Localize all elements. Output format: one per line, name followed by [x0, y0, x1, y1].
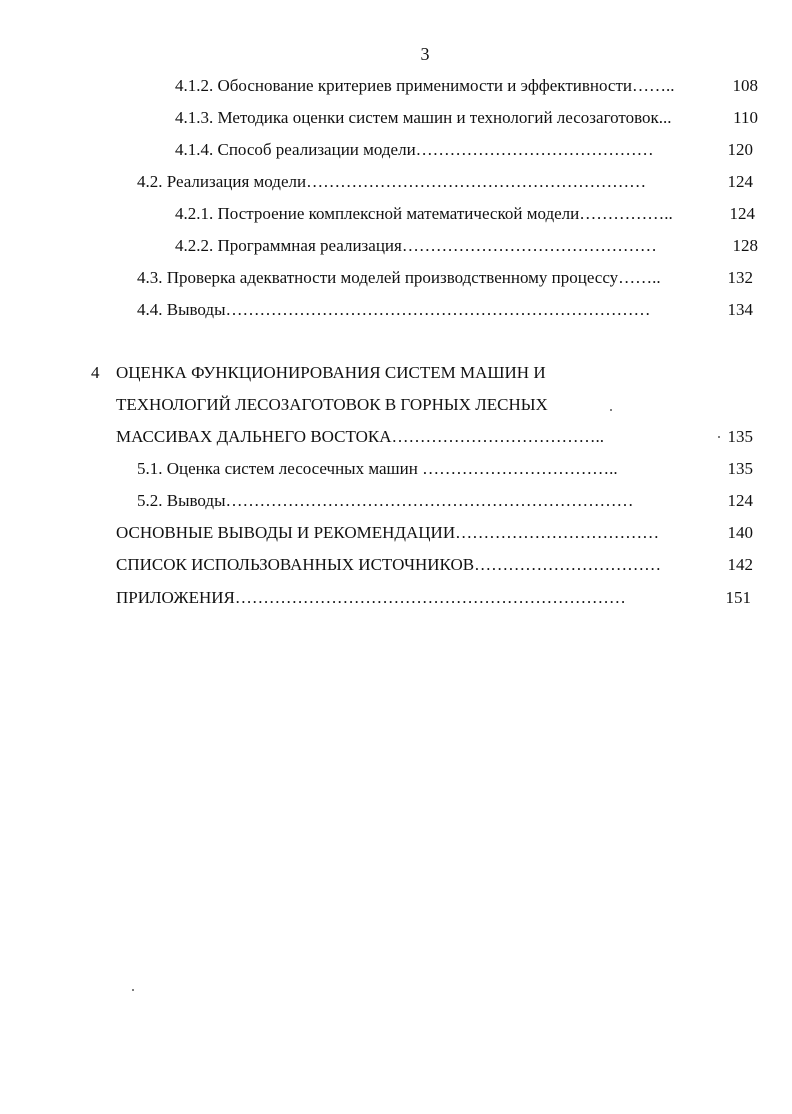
- chapter-title-line-3: МАССИВАХ ДАЛЬНЕГО ВОСТОКА………………………………..: [116, 427, 605, 446]
- toc-entry-page: 134: [727, 300, 753, 319]
- toc-entry: [116, 587, 626, 609]
- toc-entry-label: 4.1.3. Методика оценки систем машин и технологий лесозаготовок...: [175, 108, 672, 127]
- toc-entry-label: ОСНОВНЫЕ ВЫВОДЫ И РЕКОМЕНДАЦИИ………………………………: [116, 523, 660, 542]
- chapter-page: 135: [727, 427, 753, 446]
- toc-entry: [137, 490, 634, 512]
- chapter-title-line-2: ТЕХНОЛОГИЙ ЛЕСОЗАГОТОВОК В ГОРНЫХ ЛЕСНЫХ: [116, 395, 548, 414]
- toc-entry: [175, 203, 673, 225]
- toc-entry: [137, 299, 651, 321]
- toc-entry-page: 120: [727, 140, 753, 159]
- toc-entry-page: 151: [725, 588, 751, 607]
- toc-entry-page: 124: [727, 172, 753, 191]
- toc-entry-label: 4.2.2. Программная реализация………………………………………: [175, 236, 657, 255]
- page-number: 3: [420, 44, 430, 64]
- toc-entry-label: 4.2.1. Построение комплексной математической модели……………..: [175, 204, 673, 223]
- toc-entry-label: 4.3. Проверка адекватности моделей производственному процессу……..: [137, 268, 661, 287]
- toc-entry-page: 140: [727, 523, 753, 542]
- toc-entry-label: 4.2. Реализация модели……………………………………………………: [137, 172, 647, 191]
- toc-entry: [116, 522, 659, 544]
- scan-speck: [718, 436, 720, 438]
- toc-entry-page: 110: [733, 108, 758, 127]
- toc-entry-page: 124: [729, 204, 755, 223]
- toc-entry: [116, 554, 661, 576]
- toc-entry: [137, 267, 661, 289]
- toc-entry: [137, 171, 646, 193]
- toc-entry: [175, 75, 674, 97]
- toc-entry: [175, 107, 672, 129]
- toc-entry-label: ПРИЛОЖЕНИЯ……………………………………………………………: [116, 588, 626, 607]
- toc-entry-label: 4.4. Выводы…………………………………………………………………: [137, 300, 651, 319]
- toc-entry-page: 132: [727, 268, 753, 287]
- toc-entry-page: 124: [727, 491, 753, 510]
- toc-entry: [175, 235, 657, 257]
- toc-entry-label: 5.1. Оценка систем лесосечных машин ……………………………..: [137, 459, 618, 478]
- toc-entry-page: 128: [732, 236, 758, 255]
- toc-entry: [137, 458, 618, 480]
- toc-entry: [175, 139, 654, 161]
- toc-entry-page: 142: [727, 555, 753, 574]
- toc-entry-label: 5.2. Выводы………………………………………………………………: [137, 491, 634, 510]
- scan-speck: [132, 989, 134, 991]
- chapter-number: 4: [91, 363, 100, 382]
- toc-entry-label: 4.1.2. Обоснование критериев применимости и эффективности……..: [175, 76, 675, 95]
- toc-entry-label: 4.1.4. Способ реализации модели……………………………………: [175, 140, 654, 159]
- toc-entry-page: 135: [727, 459, 753, 478]
- toc-entry-page: 108: [732, 76, 758, 95]
- chapter-title-line-1: ОЦЕНКА ФУНКЦИОНИРОВАНИЯ СИСТЕМ МАШИН И: [116, 363, 546, 382]
- toc-entry-label: СПИСОК ИСПОЛЬЗОВАННЫХ ИСТОЧНИКОВ……………………………: [116, 555, 662, 574]
- scan-speck: [610, 409, 612, 411]
